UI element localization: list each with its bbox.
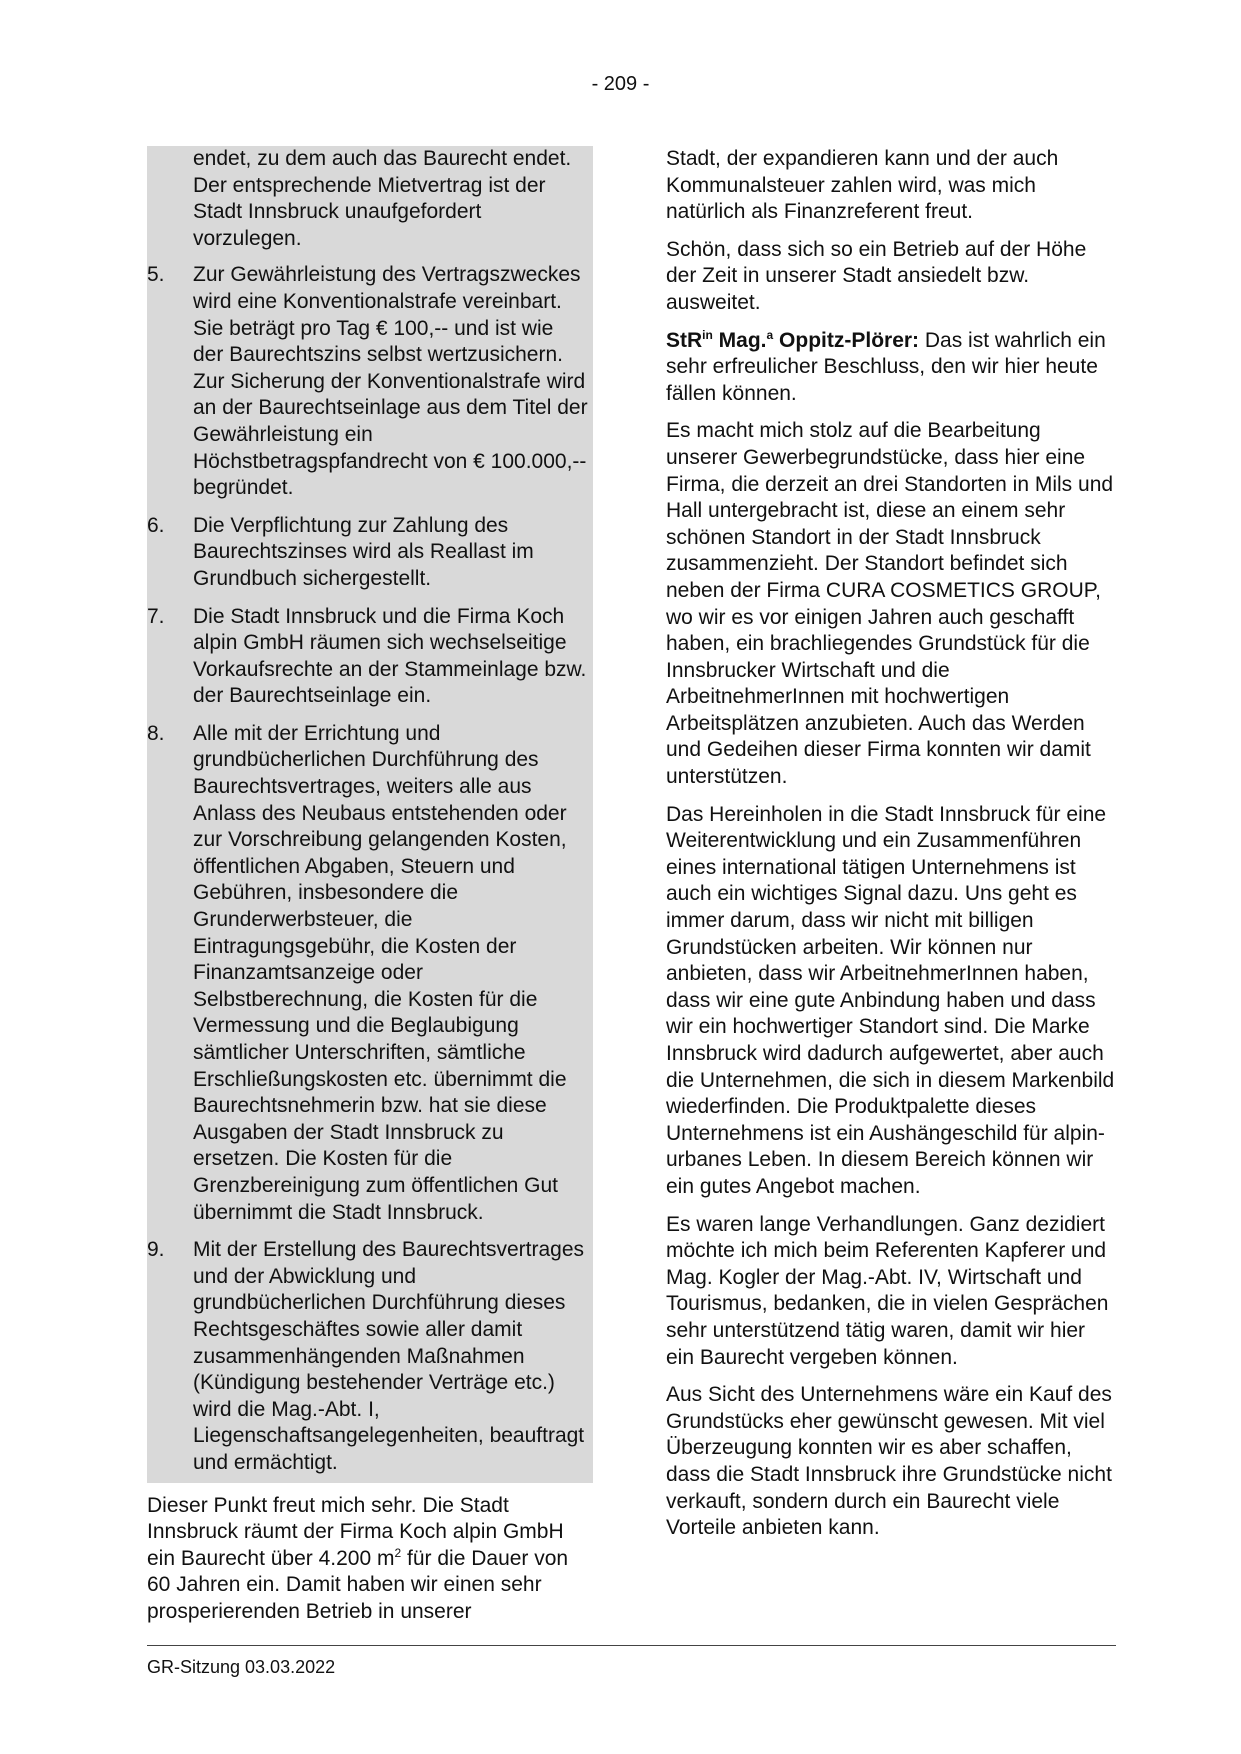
paragraph: Es waren lange Verhandlungen. Ganz dezidiert möchte ich mich beim Referenten Kapferer und Mag. Kogler der Mag.-Abt. IV, Wirtschaft und Tourismus, bedanken, die in vielen Gesprächen sehr unterstützend tätig waren, damit wir hier ein Baurecht vergeben können. xyxy=(666,1212,1109,1369)
item-number: 7. xyxy=(147,604,165,628)
closing-text-after: für die Dauer von 60 Jahren ein. Damit haben wir einen sehr prosperierenden Betrieb in unserer xyxy=(147,1546,569,1623)
left-column xyxy=(147,146,593,1636)
closing-paragraph xyxy=(147,1493,593,1626)
item-number: 8. xyxy=(147,721,165,745)
speaker-prefix-sup: in xyxy=(702,327,713,342)
speaker-text: Das ist wahrlich ein sehr erfreulicher Beschluss, den wir hier heute fällen können. xyxy=(666,328,1106,405)
paragraph: Das Hereinholen in die Stadt Innsbruck für eine Weiterentwicklung und ein Zusammenführen eines international tätigen Unternehmens ist auch ein wichtiges Signal dazu. Uns geht es immer darum, dass wir nicht mit billigen Grundstücken arbeiten. Wir können nur anbieten, dass wir ArbeitnehmerInnen haben, dass wir eine gute Anbindung haben und dass wir ein hochwertiger Standort sind. Die Marke Innsbruck wird dadurch aufgewertet, aber auch die Unternehmen, die sich in diesem Markenbild wiederfinden. Die Produktpalette dieses Unternehmens ist ein Aushängeschild für alpin-urbanes Leben. In diesem Bereich können wir ein gutes Angebot machen. xyxy=(666,802,1115,1198)
speaker-prefix: StR xyxy=(666,328,703,352)
speaker-paragraph xyxy=(666,328,1116,408)
page-number: - 209 - xyxy=(591,73,650,95)
paragraph: Aus Sicht des Unternehmens wäre ein Kauf des Grundstücks eher gewünscht gewesen. Mit viel Überzeugung konnten wir es aber schaffen, dass die Stadt Innsbruck ihre Grundstücke nicht verkauft, sondern durch ein Baurecht viele Vorteile anbieten kann. xyxy=(666,1383,1112,1540)
item-number: 6. xyxy=(147,513,165,537)
item-number: 9. xyxy=(147,1238,165,1262)
paragraph: Es macht mich stolz auf die Bearbeitung unserer Gewerbegrundstücke, dass hier eine Firma, die derzeit an drei Standorten in Mils und Hall untergebracht ist, diese an einem sehr schönen Standort in der Stadt Innsbruck zusammenzieht. Der Standort befindet sich neben der Firma CURA COSMETICS GROUP, wo wir es vor einigen Jahren auch geschafft haben, ein brachliegendes Grundstück für die Innsbrucker Wirtschaft und die ArbeitnehmerInnen mit hochwertigen Arbeitsplätzen anzubieten. Auch das Werden und Gedeihen dieser Firma konnten wir damit unterstützen. xyxy=(666,419,1114,789)
right-column xyxy=(666,146,1116,1553)
list-item xyxy=(147,1237,589,1476)
footer-session-date: GR-Sitzung 03.03.2022 xyxy=(147,1657,336,1677)
item-number: 5. xyxy=(147,263,165,287)
closing-text-before: Dieser Punkt freut mich sehr. Die Stadt Innsbruck räumt der Firma Koch alpin GmbH ein Baurecht über 4.200 m xyxy=(147,1493,564,1570)
list-item xyxy=(147,262,589,501)
continued-text: endet, zu dem auch das Baurecht endet. Der entsprechende Mietvertrag ist der Stadt Innsbruck unaufgefordert vorzulegen. xyxy=(193,147,572,250)
item-text: Zur Gewährleistung des Vertragszweckes wird eine Konventionalstrafe vereinbart. Sie beträgt pro Tag € 100,-- und ist wie der Baurechtszins selbst wertzusichern. Zur Sicherung der Konventionalstrafe wird an der Baurechtseinlage aus dem Titel der Gewährleistung ein Höchstbetragspfandrecht von € 100.000,-- begründet. xyxy=(193,263,588,500)
speaker-name xyxy=(666,329,919,352)
item-text: Die Verpflichtung zur Zahlung des Baurechtszinses wird als Reallast im Grundbuch sichergestellt. xyxy=(193,513,534,590)
paragraph: Stadt, der expandieren kann und der auch Kommunalsteuer zahlen wird, was mich natürlich als Finanzreferent freut. xyxy=(666,147,1059,224)
list-item xyxy=(147,721,589,1226)
resolution-block xyxy=(147,146,593,1483)
footer-divider xyxy=(147,1645,1116,1646)
item-text: Mit der Erstellung des Baurechtsvertrages und der Abwicklung und grundbücherlichen Durchführung dieses Rechtsgeschäftes sowie aller damit zusammenhängenden Maßnahmen (Kündigung bestehender Verträge etc.) wird die Mag.-Abt. I, Liegenschaftsangelegenheiten, beauftragt und ermächtigt. xyxy=(193,1238,585,1474)
speaker-title: Mag. xyxy=(712,328,767,352)
item-text: Alle mit der Errichtung und grundbücherlichen Durchführung des Baurechtsvertrages, weiters alle aus Anlass des Neubaus entstehenden oder zur Vorschreibung gelangenden Kosten, öffentlichen Abgaben, Steuern und Gebühren, insbesondere die Grunderwerbsteuer, die Eintragungsgebühr, die Kosten der Finanzamtsanzeige oder Selbstberechnung, die Kosten für die Vermessung und die Beglaubigung sämtlicher Unterschriften, sämtliche Erschließungskosten etc. übernimmt die Baurechtsnehmerin bzw. hat sie diese Ausgaben der Stadt Innsbruck zu ersetzen. Die Kosten für die Grenzbereinigung zum öffentlichen Gut übernimmt die Stadt Innsbruck. xyxy=(193,721,567,1224)
item-text: Die Stadt Innsbruck und die Firma Koch alpin GmbH räumen sich wechselseitige Vorkaufsrechte an der Stammeinlage bzw. der Baurechtseinlage ein. xyxy=(193,604,587,708)
list-item xyxy=(147,604,589,710)
speaker-title-sup: a xyxy=(766,327,774,342)
paragraph: Schön, dass sich so ein Betrieb auf der Höhe der Zeit in unserer Stadt ansiedelt bzw. ausweitet. xyxy=(666,237,1087,314)
list-item xyxy=(147,513,589,593)
superscript-two: 2 xyxy=(394,1545,402,1560)
speaker-surname: Oppitz-Plörer: xyxy=(773,328,920,352)
